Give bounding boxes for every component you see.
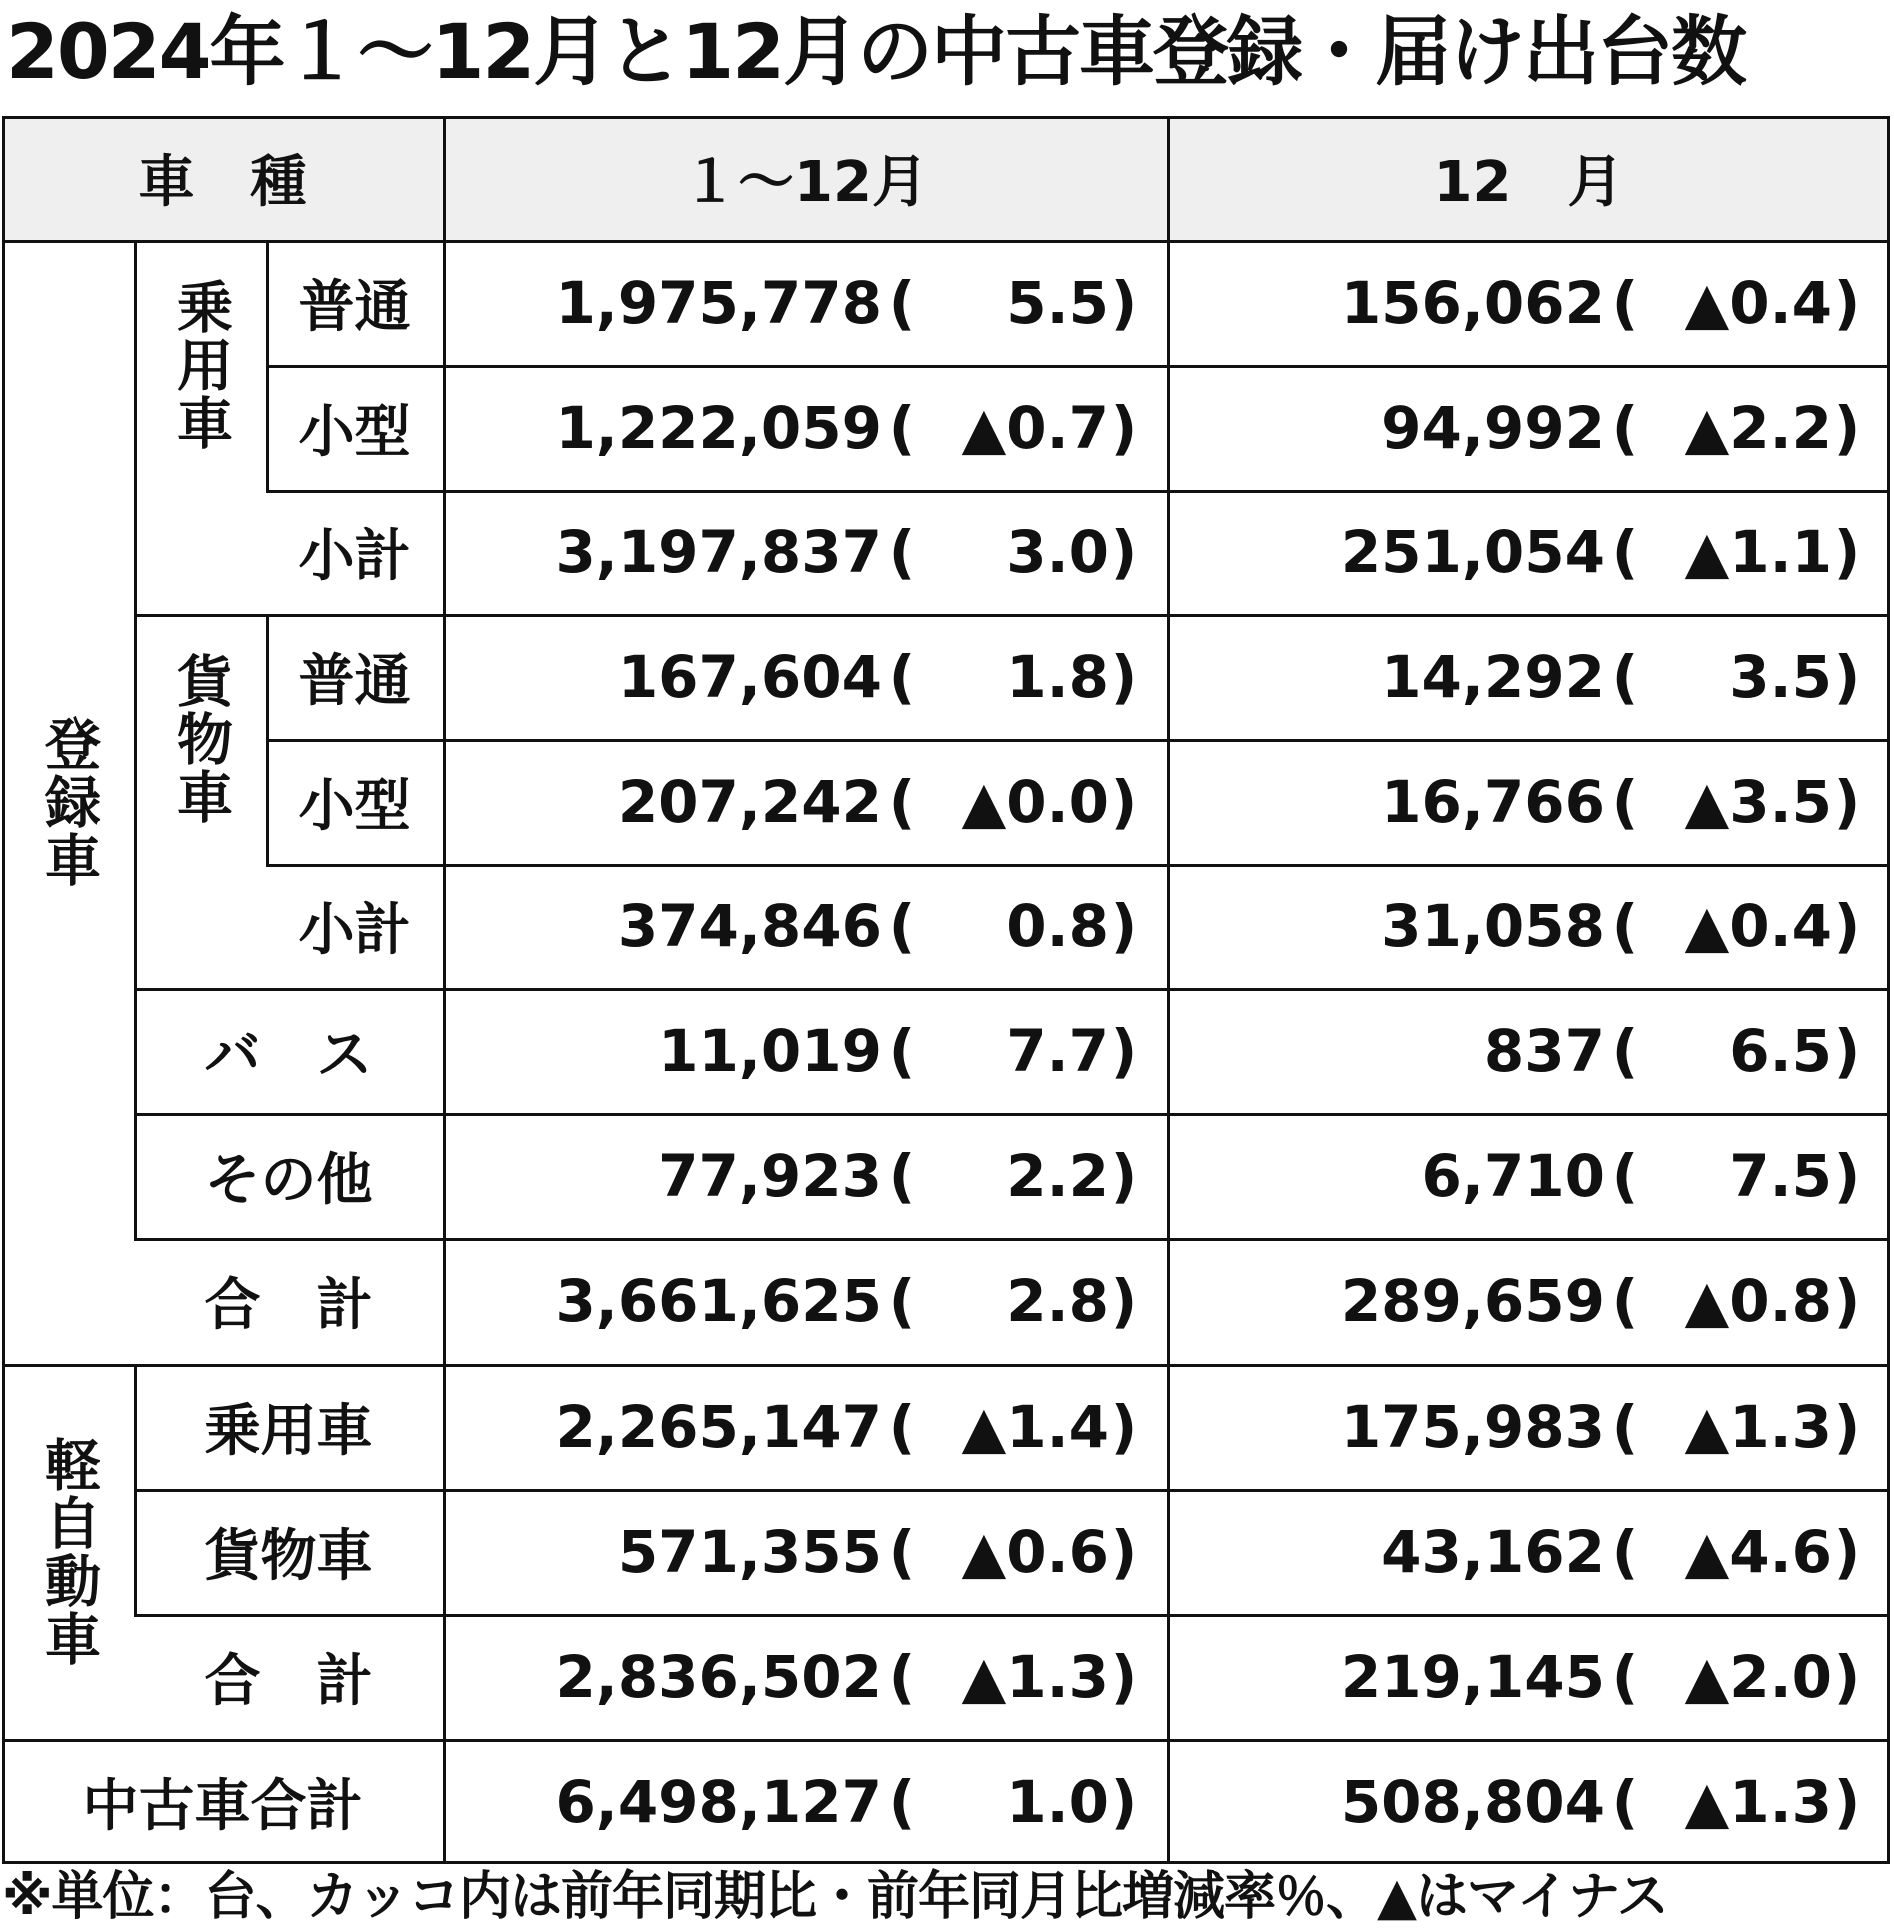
month-open-paren: ( — [1611, 892, 1639, 960]
month-count: 16,766 — [1381, 767, 1605, 836]
month-open-paren: ( — [1611, 642, 1639, 711]
row-label: 普通 — [298, 648, 411, 714]
ytd-change-rate: 3.0 — [1006, 518, 1109, 586]
month-close-paren: ) — [1833, 1392, 1861, 1461]
row-label: 乗用車 — [204, 1398, 373, 1464]
group-cargo-label: 貨物車 — [168, 652, 233, 826]
month-change-rate: ▲2.0 — [1684, 1642, 1832, 1711]
row-label: 小計 — [298, 524, 411, 589]
ytd-count: 2,265,147 — [555, 1392, 882, 1461]
ytd-open-paren: ( — [888, 268, 916, 337]
ytd-close-paren: ) — [1110, 1267, 1138, 1335]
ytd-close-paren: ) — [1110, 268, 1138, 337]
footnote: ※単位：台、カッコ内は前年同期比・前年同月比増減率％、▲はマイナス — [2, 1867, 1668, 1927]
ytd-change-rate: ▲0.0 — [961, 767, 1109, 836]
ytd-count: 1,222,059 — [555, 393, 882, 462]
header-ytd: １～12月 — [682, 150, 928, 215]
month-change-rate: ▲3.5 — [1684, 767, 1832, 836]
month-count: 219,145 — [1340, 1642, 1605, 1711]
month-open-paren: ( — [1611, 393, 1639, 462]
ytd-close-paren: ) — [1110, 393, 1138, 462]
row-label: 小計 — [298, 898, 411, 963]
ytd-close-paren: ) — [1110, 642, 1138, 711]
ytd-change-rate: ▲0.6 — [961, 1517, 1109, 1586]
month-count: 14,292 — [1381, 642, 1605, 711]
ytd-open-paren: ( — [888, 892, 916, 960]
month-change-rate: ▲1.3 — [1684, 1392, 1832, 1461]
header-category: 車 種 — [138, 150, 307, 215]
month-open-paren: ( — [1611, 1016, 1639, 1085]
ytd-close-paren: ) — [1110, 1141, 1138, 1210]
ytd-close-paren: ) — [1110, 1642, 1138, 1711]
ytd-close-paren: ) — [1110, 518, 1138, 586]
month-count: 837 — [1483, 1016, 1605, 1085]
table-title: 2024年１～12月と12月の中古車登録・届け出台数 — [6, 7, 1746, 96]
month-count: 43,162 — [1381, 1517, 1605, 1586]
row-label: 合 計 — [204, 1273, 373, 1338]
month-change-rate: ▲1.3 — [1684, 1767, 1832, 1836]
month-change-rate: ▲0.4 — [1684, 892, 1832, 960]
row-label: 合 計 — [204, 1648, 373, 1714]
month-close-paren: ) — [1833, 268, 1861, 337]
ytd-change-rate: 2.8 — [1006, 1267, 1109, 1335]
month-close-paren: ) — [1833, 767, 1861, 836]
month-count: 31,058 — [1381, 892, 1605, 960]
ytd-close-paren: ) — [1110, 1016, 1138, 1085]
ytd-close-paren: ) — [1110, 1517, 1138, 1586]
ytd-change-rate: 2.2 — [1006, 1141, 1109, 1210]
ytd-open-paren: ( — [888, 1392, 916, 1461]
ytd-count: 571,355 — [617, 1517, 882, 1586]
ytd-close-paren: ) — [1110, 767, 1138, 836]
ytd-change-rate: ▲1.3 — [961, 1642, 1109, 1711]
month-open-paren: ( — [1611, 1392, 1639, 1461]
month-change-rate: 6.5 — [1729, 1016, 1832, 1085]
ytd-open-paren: ( — [888, 767, 916, 836]
month-change-rate: ▲2.2 — [1684, 393, 1832, 462]
ytd-change-rate: 1.8 — [1006, 642, 1109, 711]
month-change-rate: ▲1.1 — [1684, 518, 1832, 586]
month-open-paren: ( — [1611, 518, 1639, 586]
month-close-paren: ) — [1833, 1767, 1861, 1836]
month-close-paren: ) — [1833, 1267, 1861, 1335]
ytd-change-rate: 5.5 — [1006, 268, 1109, 337]
month-change-rate: ▲0.4 — [1684, 268, 1832, 337]
ytd-count: 207,242 — [617, 767, 882, 836]
month-count: 289,659 — [1340, 1267, 1605, 1335]
month-open-paren: ( — [1611, 1767, 1639, 1836]
ytd-close-paren: ) — [1110, 892, 1138, 960]
month-open-paren: ( — [1611, 1267, 1639, 1335]
ytd-count: 77,923 — [658, 1141, 882, 1210]
ytd-open-paren: ( — [888, 642, 916, 711]
ytd-count: 2,836,502 — [555, 1642, 882, 1711]
group-kei-label: 軽自動車 — [36, 1435, 101, 1668]
month-open-paren: ( — [1611, 1517, 1639, 1586]
month-count: 175,983 — [1340, 1392, 1605, 1461]
ytd-count: 167,604 — [617, 642, 882, 711]
used-car-registration-table — [0, 116, 1892, 1864]
ytd-close-paren: ) — [1110, 1392, 1138, 1461]
ytd-open-paren: ( — [888, 1642, 916, 1711]
month-close-paren: ) — [1833, 642, 1861, 711]
ytd-open-paren: ( — [888, 1016, 916, 1085]
ytd-close-paren: ) — [1110, 1767, 1138, 1836]
row-label: 小型 — [298, 773, 411, 839]
month-close-paren: ) — [1833, 1141, 1861, 1210]
ytd-count: 1,975,778 — [555, 268, 882, 337]
month-close-paren: ) — [1833, 892, 1861, 960]
month-open-paren: ( — [1611, 767, 1639, 836]
row-label: その他 — [204, 1147, 373, 1213]
ytd-open-paren: ( — [888, 393, 916, 462]
ytd-count: 374,846 — [617, 892, 882, 960]
group-registered-label: 登録車 — [36, 715, 101, 889]
row-label: 普通 — [298, 274, 411, 340]
month-open-paren: ( — [1611, 1141, 1639, 1210]
ytd-change-rate: ▲0.7 — [961, 393, 1109, 462]
ytd-change-rate: 1.0 — [1006, 1767, 1109, 1836]
month-count: 94,992 — [1381, 393, 1605, 462]
month-close-paren: ) — [1833, 1517, 1861, 1586]
ytd-open-paren: ( — [888, 1267, 916, 1335]
row-label: 小型 — [298, 399, 411, 465]
row-label: 中古車合計 — [82, 1773, 363, 1839]
ytd-change-rate: 0.8 — [1006, 892, 1109, 960]
ytd-open-paren: ( — [888, 1141, 916, 1210]
row-label: バ ス — [204, 1022, 373, 1088]
month-count: 508,804 — [1340, 1767, 1605, 1836]
group-passenger-label: 乗用車 — [168, 278, 233, 452]
ytd-open-paren: ( — [888, 518, 916, 586]
ytd-open-paren: ( — [888, 1767, 916, 1836]
ytd-count: 3,661,625 — [555, 1267, 882, 1335]
month-change-rate: ▲4.6 — [1684, 1517, 1832, 1586]
month-count: 156,062 — [1340, 268, 1605, 337]
month-change-rate: ▲0.8 — [1684, 1267, 1832, 1335]
month-close-paren: ) — [1833, 1016, 1861, 1085]
month-open-paren: ( — [1611, 268, 1639, 337]
month-open-paren: ( — [1611, 1642, 1639, 1711]
ytd-open-paren: ( — [888, 1517, 916, 1586]
ytd-count: 11,019 — [658, 1016, 882, 1085]
ytd-change-rate: 7.7 — [1006, 1016, 1109, 1085]
ytd-count: 3,197,837 — [555, 518, 882, 586]
row-label: 貨物車 — [204, 1523, 373, 1589]
month-close-paren: ) — [1833, 393, 1861, 462]
month-change-rate: 7.5 — [1729, 1141, 1832, 1210]
month-count: 251,054 — [1340, 518, 1605, 586]
ytd-change-rate: ▲1.4 — [961, 1392, 1109, 1461]
ytd-count: 6,498,127 — [555, 1767, 882, 1836]
header-month: 12 月 — [1433, 150, 1624, 215]
month-change-rate: 3.5 — [1729, 642, 1832, 711]
month-close-paren: ) — [1833, 518, 1861, 586]
month-count: 6,710 — [1421, 1141, 1605, 1210]
month-close-paren: ) — [1833, 1642, 1861, 1711]
